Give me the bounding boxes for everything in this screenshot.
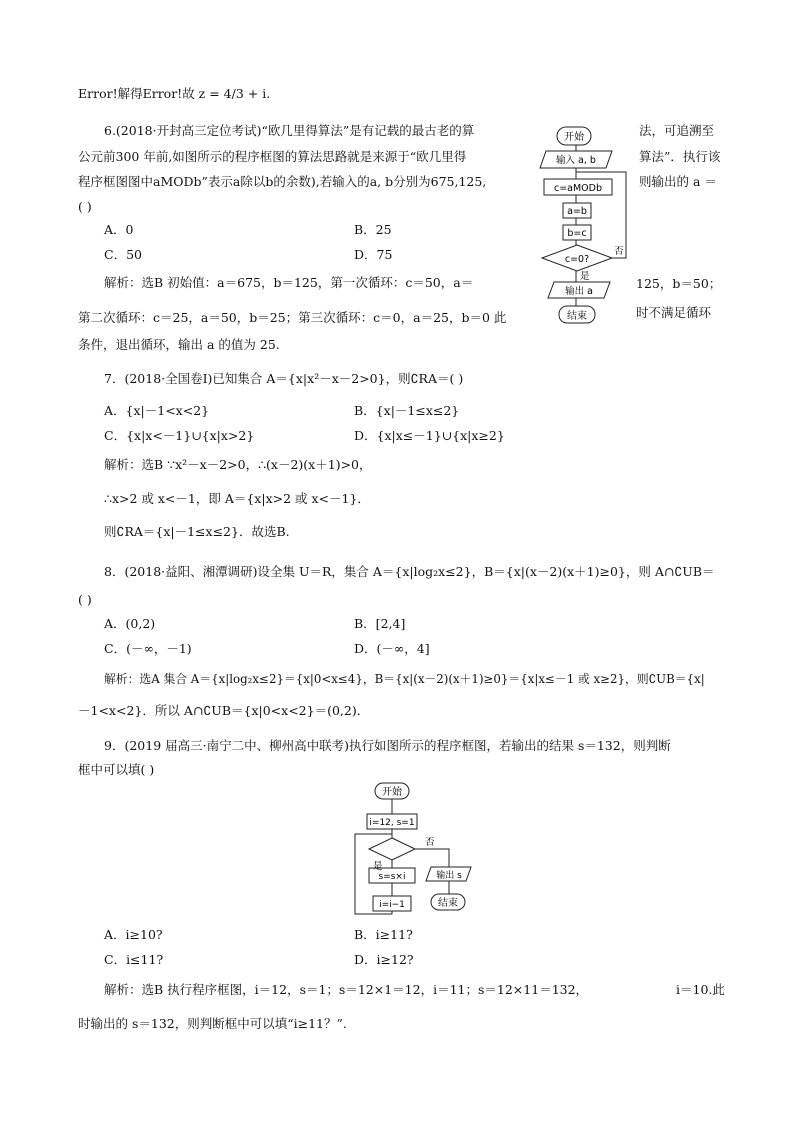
q9-fc-output-label: 输出 s bbox=[436, 871, 462, 881]
q6-solution-1: 解析：选B 初始值：a＝675，b＝125，第一次循环：c＝50，a＝ bbox=[104, 275, 474, 290]
q6-right-1: 法，可追溯至 bbox=[639, 123, 715, 138]
q6-fc-output-label: 输出 a bbox=[565, 286, 593, 297]
q7-option-d: D．{x|x≤－1}∪{x|x≥2} bbox=[354, 428, 505, 443]
q9-option-d: D．i≥12? bbox=[354, 952, 414, 967]
q6-option-b: B．25 bbox=[354, 222, 392, 237]
q8-option-b: B．[2,4] bbox=[354, 616, 406, 631]
q6-flowchart bbox=[530, 118, 640, 330]
q9-flowchart bbox=[345, 780, 480, 920]
q6-solution-2: 第二次循环：c＝25，a＝50，b＝25；第三次循环：c＝0，a＝25，b＝0 此 bbox=[78, 310, 507, 325]
q8-option-d: D．(－∞，4] bbox=[354, 641, 430, 656]
q6-fc-no-label: 否 bbox=[614, 246, 624, 257]
q6-line-1: 6.(2018·开封高三定位考试)“欧几里得算法”是有记载的最古老的算 bbox=[104, 123, 475, 138]
q6-right-3: 则输出的 a ＝ bbox=[639, 174, 717, 189]
q8-option-c: C．(－∞，－1) bbox=[104, 641, 192, 656]
q9-fc-no-label: 否 bbox=[425, 837, 435, 848]
q6-line-4: ( ) bbox=[78, 199, 92, 214]
q6-fc-end-label: 结束 bbox=[567, 311, 587, 322]
q6-option-d: D．75 bbox=[354, 247, 393, 262]
q7-option-c: C．{x|x<－1}∪{x|x>2} bbox=[104, 428, 255, 443]
q7-option-b: B．{x|－1≤x≤2} bbox=[354, 403, 460, 418]
q8-line-2: ( ) bbox=[78, 592, 92, 607]
q9-option-b: B．i≥11? bbox=[354, 927, 413, 942]
q6-fc-start-label: 开始 bbox=[564, 132, 584, 143]
q9-fc-init-label: i=12, s=1 bbox=[369, 818, 415, 828]
q7-solution-3: 则∁RA＝{x|－1≤x≤2}．故选B. bbox=[104, 524, 290, 539]
q7-option-a: A．{x|－1<x<2} bbox=[104, 403, 210, 418]
q9-fc-start-label: 开始 bbox=[382, 787, 402, 798]
q8-line-1: 8．(2018·益阳、湘潭调研)设全集 U＝R，集合 A＝{x|log₂x≤2}，B＝{x|(x－2)(x＋1)≥0}，则 A∩∁UB＝ bbox=[104, 564, 715, 579]
q7-solution-2: ∴x>2 或 x<－1，即 A＝{x|x>2 或 x<－1}． bbox=[104, 491, 370, 506]
q6-fc-process-a-label: a=b bbox=[567, 206, 587, 217]
q9-fc-yes-label: 是 bbox=[373, 861, 383, 872]
q6-solution-right-2: 时不满足循环 bbox=[636, 305, 712, 320]
q6-right-2: 算法”．执行该 bbox=[639, 149, 721, 164]
q6-solution-right-1: 125，b＝50； bbox=[636, 276, 722, 291]
q6-line-3: 程序框图图中aMODb”表示a除以b的余数),若输入的a, b分别为675,125, bbox=[78, 174, 487, 189]
q6-fc-process-c-label: c=aMODb bbox=[553, 183, 603, 194]
q6-fc-input-label: 输入 a, b bbox=[556, 155, 596, 166]
q9-fc-process-i-label: i=i−1 bbox=[379, 900, 405, 910]
q7-line: 7．(2018·全国卷Ⅰ)已知集合 A＝{x|x²－x－2>0}，则∁RA＝( ) bbox=[104, 371, 464, 386]
q9-solution-right: i＝10.此 bbox=[676, 982, 725, 997]
q8-solution-2: －1<x<2}．所以 A∩∁UB＝{x|0<x<2}＝(0,2)． bbox=[78, 703, 370, 718]
q9-line-1: 9．(2019 届高三·南宁二中、柳州高中联考)执行如图所示的程序框图，若输出的结果 s＝132，则判断 bbox=[104, 738, 671, 753]
q9-fc-end-label: 结束 bbox=[438, 898, 458, 909]
q6-solution-3: 条件，退出循环，输出 a 的值为 25. bbox=[78, 337, 280, 352]
q8-solution-1: 解析：选A 集合 A＝{x|log₂x≤2}＝{x|0<x≤4}，B＝{x|(x－2)(x＋1)≥0}＝{x|x≤－1 或 x≥2}，则∁UB＝{x| bbox=[104, 672, 705, 686]
q9-line-2: 框中可以填( ) bbox=[78, 762, 155, 777]
q8-option-a: A．(0,2) bbox=[104, 616, 156, 631]
q9-fc-decision bbox=[369, 838, 415, 860]
q6-fc-yes-label: 是 bbox=[580, 271, 590, 282]
q6-option-c: C．50 bbox=[104, 247, 142, 262]
q6-fc-process-b-label: b=c bbox=[567, 228, 587, 239]
q6-line-2: 公元前300 年前,如图所示的程序框图的算法思路就是来源于“欧几里得 bbox=[78, 149, 467, 164]
q6-option-a: A．0 bbox=[104, 222, 134, 237]
q9-solution-2: 时输出的 s＝132，则判断框中可以填“i≥11？”. bbox=[78, 1016, 347, 1031]
q9-option-c: C．i≤11? bbox=[104, 952, 164, 967]
top-line: Error!解得Error!故 z = 4/3 + i. bbox=[78, 86, 271, 101]
q6-fc-decision-label: c=0? bbox=[564, 254, 590, 265]
q9-option-a: A．i≥10? bbox=[104, 927, 163, 942]
q7-solution-1: 解析：选B ∵x²－x－2>0，∴(x－2)(x＋1)>0， bbox=[104, 457, 372, 472]
q9-solution-1: 解析：选B 执行程序框图，i＝12，s＝1；s＝12×1＝12，i＝11；s＝12×11＝132， bbox=[104, 982, 589, 997]
q9-fc-process-s-label: s=s×i bbox=[378, 872, 406, 882]
